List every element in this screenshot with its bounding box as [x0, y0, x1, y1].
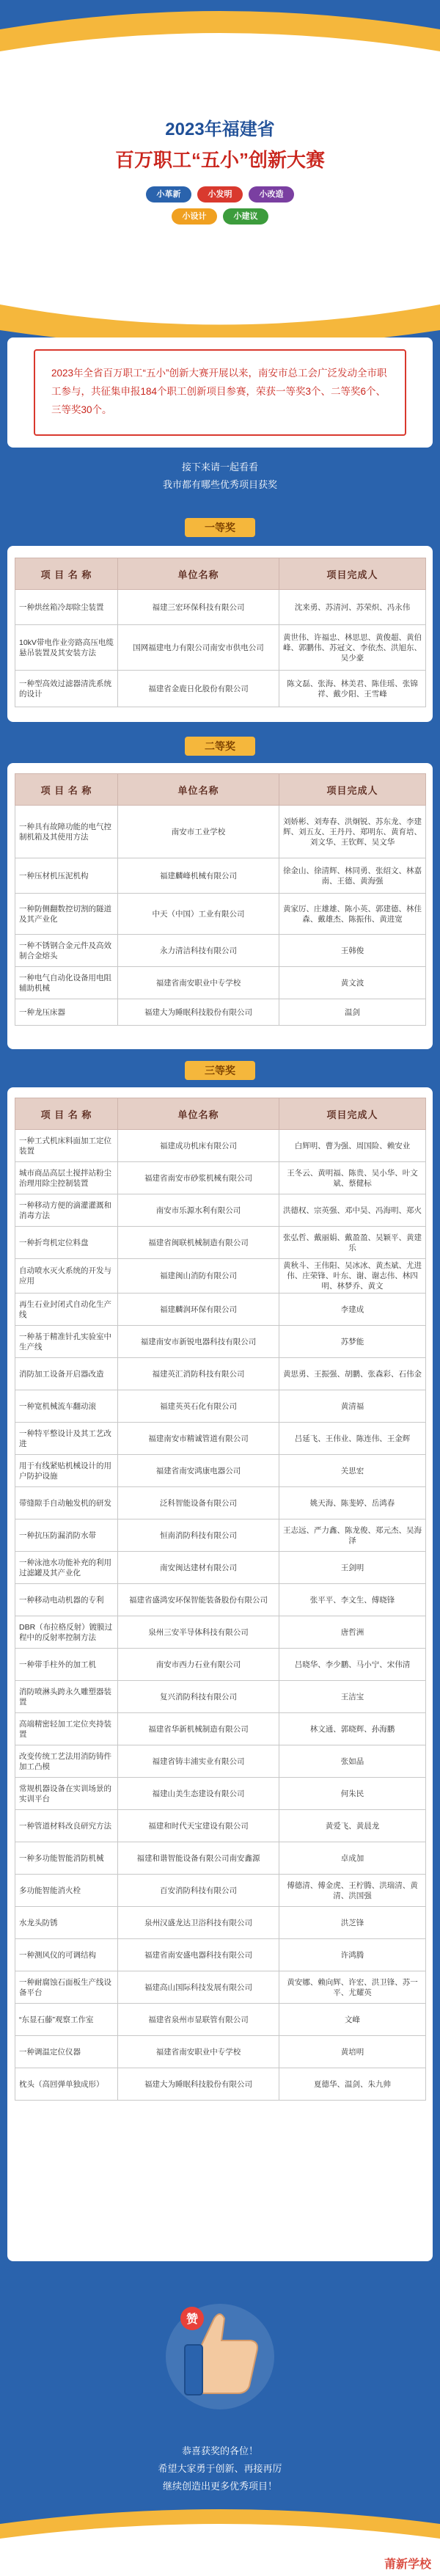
table-row: 一种不锈钢合金元件及高效制合金熔头 永力清洁科技有限公司 王韩俊 [15, 935, 426, 967]
table-row: 城市商品高层土搅拌站粉尘治理用除尘控制装置 福建省南安市砂浆机械有限公司 王冬云、黄明福、陈贵、吴小华、叶文斌、蔡健标 [15, 1162, 426, 1194]
table-row: 消防喷淋头跨永久雕塑器装置 复兴消防科技有限公司 王洁宝 [15, 1681, 426, 1713]
table-row: 一种压材机压泥机构 福建麟峰机械有限公司 徐金山、徐清辉、林同勇、张绍文、林嘉南、王德、黄海强 [15, 858, 426, 894]
table-row: 用于有线紧贴机械设计的用户防护设施 福建省南安鸿康电器公司 关思宏 [15, 1455, 426, 1487]
second-prize-label: 二等奖 [0, 737, 440, 756]
table-row: 一种烘丝箱冷却除尘装置 福建三宏环保科技有限公司 沈来勇、苏清河、苏荣炽、冯永伟 [15, 590, 426, 625]
tag-suggestion: 小建议 [223, 208, 268, 225]
table-row: 一种测风仪的可调结构 福建省南安盛电器科技有限公司 许鸿腾 [15, 1939, 426, 1971]
lead-line-2: 我市都有哪些优秀项目获奖 [162, 479, 277, 490]
table-row: 一种具有故障功能的电气控制机箱及其使用方法 南安市工业学校 刘娇彬、刘寿春、洪炯锐、苏东龙、李建辉、刘五友、王丹丹、郑明东、黄育培、刘文华、王钦辉、吴文华 [15, 806, 426, 858]
third-prize-label: 三等奖 [0, 1061, 440, 1080]
table-row: 多功能智能消火栓 百安消防科技有限公司 傅德清、傅金虎、王柠腾、洪瑞清、黄清、洪国强 [15, 1875, 426, 1907]
third-prize-table: 项 目 名 称 单位名称 项目完成人 一种工式机床料面加工定位装置 福建成功机床有限公司 白辉明、曹为强、周国险、赖安业 城市商品高层土搅拌站粉尘治理用除尘控制装置 福建省南安市砂浆机械有限公司 王冬云、黄明福、陈贵、吴小华、叶文斌、蔡健标 一种移动方便的滴灌灌溉和消毒方法 南安市乐源水利有限公司 洪德权、宗英强、邓中昊、冯海明、郑火 一种折弯机定位料盘 福建省闽联机械制造有限公司 张弘哲、戴丽娟、戴盈盈、吴颖平、黄建乐 自动喷水灭火系统的开发与应用 福建闽山消防有限公司 黄秋斗、王伟阳、吴冰冰、黄杰斌、尤进伟、庄荣锋、叶东、谢、谢志伟、林四明、林梦乔、黄文 再生石业封闭式自动化生产线 福建麟润环保有限公司 李建成 一种基于精准针孔实验室中生产线 福建南安市新锐电器科技有限公司 苏梦能 消防加工设备开启器改造 福建英汇消防科技有限公司 黄思勇、王振强、胡鹏、张森彩、石伟金 一种宽机械流车翻动滚 福建英英石化有限公司 黄清福 一种特平整设计及其工艺改进 福建南安市精诚管道有限公司 吕延飞、王伟业、陈连伟、王金辉 用于有线紧贴机械设计的用户防护设施 福建省南安鸿康电器公司 关思宏 带缝隙手自动触发机的研发 泛科智能设备有限公司 姚天海、陈斐婷、岳鸿春 一种抗压防漏消防水带 恒南消防科技有限公司 王志远、严力鑫、陈龙俊、郑元杰、吴海泽 一种泳池水功能补充的利用过滤罐及其产业化 南安闽达建材有限公司 王剑明 一种移动电动机器的专利 福建省盛鸿安环保智能装备股份有限公司 张平平、李文生、傅晓锋 DBR（布拉格反射）镀膜过程中的反射率控制方法 泉州三安半导体科技有限公司 唐哲洲 一种带手柱外的加工机 南安市西力石业有限公司 吕晓华、李少鹏、马小宁、宋伟清 消防喷淋头跨永久雕塑器装置 复兴消防科技有限公司 王洁宝 高端精密轻加工定位夹持装置 福建省华新机械制造有限公司 林文通、郭晓辉、孙海鹏 改变传统工艺法用消防铸件加工凸模 福建省铸丰浦实业有限公司 张如晶 常规机器设备在实训场景的实训平台 福建山美生态建设有限公司 何朱民 一种管道材料改良研究方法 福建和时代天宝建设有限公司 黄爱飞、黄晨龙 一种多功能智能消防机械 福建和谐智能设备有限公司南安鑫源 卓成加 多功能智能消火栓 百安消防科技有限公司 傅德清、傅金虎、王柠腾、洪瑞清、黄清、洪国强 水龙头防锈 泉州汉盛龙达卫浴科技有限公司 洪芝锋 一种测风仪的可调结构 福建省南安盛电器科技有限公司 许鸿腾 一种耐腐蚀石面板生产线设备平台 福建高山国际科技发展有限公司 黄安娜、赖向辉、许宏、洪卫锋、苏一平、尤耀英 “东显石藤”观察工作室 福建省泉州市显联管有限公司 文峰 一种调温定位仪器 福建省南安职业中专学校 黄培明 枕头（高回弹单独成形） 福建大为睡眠科技股份有限公司 夏德华、温剑、朱九帅 [15, 1098, 426, 2101]
first-prize-label: 一等奖 [0, 518, 440, 537]
title-contest: 百万职工“五小”创新大赛 [114, 149, 325, 171]
table-row: 一种移动电动机器的专利 福建省盛鸿安环保智能装备股份有限公司 张平平、李文生、傅晓锋 [15, 1584, 426, 1616]
table-row: 一种折弯机定位料盘 福建省闽联机械制造有限公司 张弘哲、戴丽娟、戴盈盈、吴颖平、黄建乐 [15, 1227, 426, 1259]
col-unit: 单位名称 [118, 558, 279, 590]
table-row: “东显石藤”观察工作室 福建省泉州市显联管有限公司 文峰 [15, 2004, 426, 2036]
table-row: 一种抗压防漏消防水带 恒南消防科技有限公司 王志远、严力鑫、陈龙俊、郑元杰、吴海泽 [15, 1519, 426, 1552]
table-row: 枕头（高回弹单独成形） 福建大为睡眠科技股份有限公司 夏德华、温剑、朱九帅 [15, 2068, 426, 2101]
table-row: 水龙头防锈 泉州汉盛龙达卫浴科技有限公司 洪芝锋 [15, 1907, 426, 1939]
table-row: 带缝隙手自动触发机的研发 泛科智能设备有限公司 姚天海、陈斐婷、岳鸿春 [15, 1487, 426, 1519]
col-members: 项目完成人 [279, 558, 426, 590]
table-row: 一种电气自动化设备用电阻辅助机械 福建省南安职业中专学校 黄文波 [15, 967, 426, 999]
table-row: 一种防侧翻数控切割的隧道及其产业化 中天（中国）工业有限公司 黄家厉、庄雄雄、陈小英、郭建德、林佳森、戴雄杰、陈振伟、黄进宽 [15, 894, 426, 935]
table-row: 一种基于精准针孔实验室中生产线 福建南安市新锐电器科技有限公司 苏梦能 [15, 1326, 426, 1358]
col-project: 项 目 名 称 [15, 558, 118, 590]
first-prize-table [15, 558, 426, 707]
table-row: 一种调温定位仪器 福建省南安职业中专学校 黄培明 [15, 2036, 426, 2068]
table-row: 再生石业封闭式自动化生产线 福建麟润环保有限公司 李建成 [15, 1294, 426, 1326]
table-row: 消防加工设备开启器改造 福建英汇消防科技有限公司 黄思勇、王振强、胡鹏、张森彩、石伟金 [15, 1358, 426, 1390]
table-row: 一种宽机械流车翻动滚 福建英英石化有限公司 黄清福 [15, 1390, 426, 1423]
table-row: 常规机器设备在实训场景的实训平台 福建山美生态建设有限公司 何朱民 [15, 1778, 426, 1810]
table-row: 一种型高效过滤器清洗系统的设计 福建省金鹿日化股份有限公司 陈文磊、张海、林美君、陈佳瑶、张锦祥、戴少阳、王雪峰 [15, 671, 426, 707]
thumbs-up-icon [163, 2289, 277, 2414]
table-row: DBR（布拉格反射）镀膜过程中的反射率控制方法 泉州三安半导体科技有限公司 唐哲洲 [15, 1616, 426, 1649]
watermark: 莆新学校 [384, 2558, 431, 2571]
outro-line-3: 继续创造出更多优秀项目！ [162, 2481, 277, 2492]
tag-design: 小设计 [172, 208, 217, 225]
tag-renovation: 小改造 [249, 186, 294, 202]
table-row: 高端精密轻加工定位夹持装置 福建省华新机械制造有限公司 林文通、郭晓辉、孙海鹏 [15, 1713, 426, 1745]
intro-text: 2023年全省百万职工“五小”创新大赛开展以来，南安市总工会广泛发动全市职工参与，共征集申报184个职工创新项目参赛，荣获一等奖3个、二等奖6个、三等奖30个。 [34, 349, 406, 436]
table-row: 一种特平整设计及其工艺改进 福建南安市精诚管道有限公司 吕延飞、王伟业、陈连伟、王金辉 [15, 1423, 426, 1455]
footer-banner [0, 2502, 440, 2576]
table-row: 一种耐腐蚀石面板生产线设备平台 福建高山国际科技发展有限公司 黄安娜、赖向辉、许宏、洪卫锋、苏一平、尤耀英 [15, 1971, 426, 2004]
lead-line-1: 接下来请一起看看 [181, 461, 258, 472]
table-row: 一种多功能智能消防机械 福建和谐智能设备有限公司南安鑫源 卓成加 [15, 1842, 426, 1875]
table-row: 一种带手柱外的加工机 南安市西力石业有限公司 吕晓华、李少鹏、马小宁、宋伟清 [15, 1649, 426, 1681]
outro-line-2: 希望大家勇于创新、再接再厉 [158, 2463, 282, 2474]
outro-line-1: 恭喜获奖的各位！ [181, 2445, 258, 2456]
title-year: 2023年福建省 [165, 120, 275, 139]
table-row: 一种龙压床器 福建大为睡眠科技股份有限公司 温剑 [15, 999, 426, 1026]
tag-innovation: 小革新 [146, 186, 191, 202]
table-row: 一种管道材料改良研究方法 福建和时代天宝建设有限公司 黄爱飞、黄晨龙 [15, 1810, 426, 1842]
table-row: 一种泳池水功能补充的利用过滤罐及其产业化 南安闽达建材有限公司 王剑明 [15, 1552, 426, 1584]
table-row: 一种移动方便的滴灌灌溉和消毒方法 南安市乐源水利有限公司 洪德权、宗英强、邓中昊、冯海明、郑火 [15, 1194, 426, 1227]
svg-text:赞: 赞 [186, 2312, 199, 2326]
table-row: 一种工式机床料面加工定位装置 福建成功机床有限公司 白辉明、曹为强、周国险、赖安业 [15, 1130, 426, 1162]
table-row: 自动喷水灭火系统的开发与应用 福建闽山消防有限公司 黄秋斗、王伟阳、吴冰冰、黄杰斌、尤进伟、庄荣锋、叶东、谢、谢志伟、林四明、林梦乔、黄文 [15, 1259, 426, 1294]
table-row: 10kV带电作业旁路高压电缆悬吊装置及其安装方法 国网福建电力有限公司南安市供电公司 黄世伟、许福忠、林思思、黄俊超、黄伯峰、郭鹏伟、苏冠文、李依杰、洪旭东、吴少豪 [15, 625, 426, 671]
tag-invention: 小发明 [197, 186, 243, 202]
second-prize-table: 项 目 名 称 单位名称 项目完成人 一种具有故障功能的电气控制机箱及其使用方法 南安市工业学校 刘娇彬、刘寿春、洪炯锐、苏东龙、李建辉、刘五友、王丹丹、郑明东、黄育培、刘文华、王钦辉、吴文华 一种压材机压泥机构 福建麟峰机械有限公司 徐金山、徐清辉、林同勇、张绍文、林嘉南、王德、黄海强 一种防侧翻数控切割的隧道及其产业化 中天（中国）工业有限公司 黄家厉、庄雄雄、陈小英、郭建德、林佳森、戴雄杰、陈振伟、黄进宽 一种不锈钢合金元件及高效制合金熔头 永力清洁科技有限公司 王韩俊 一种电气自动化设备用电阻辅助机械 福建省南安职业中专学校 黄文波 一种龙压床器 福建大为睡眠科技股份有限公司 温剑 [15, 773, 426, 1026]
table-row: 改变传统工艺法用消防铸件加工凸模 福建省铸丰浦实业有限公司 张如晶 [15, 1745, 426, 1778]
